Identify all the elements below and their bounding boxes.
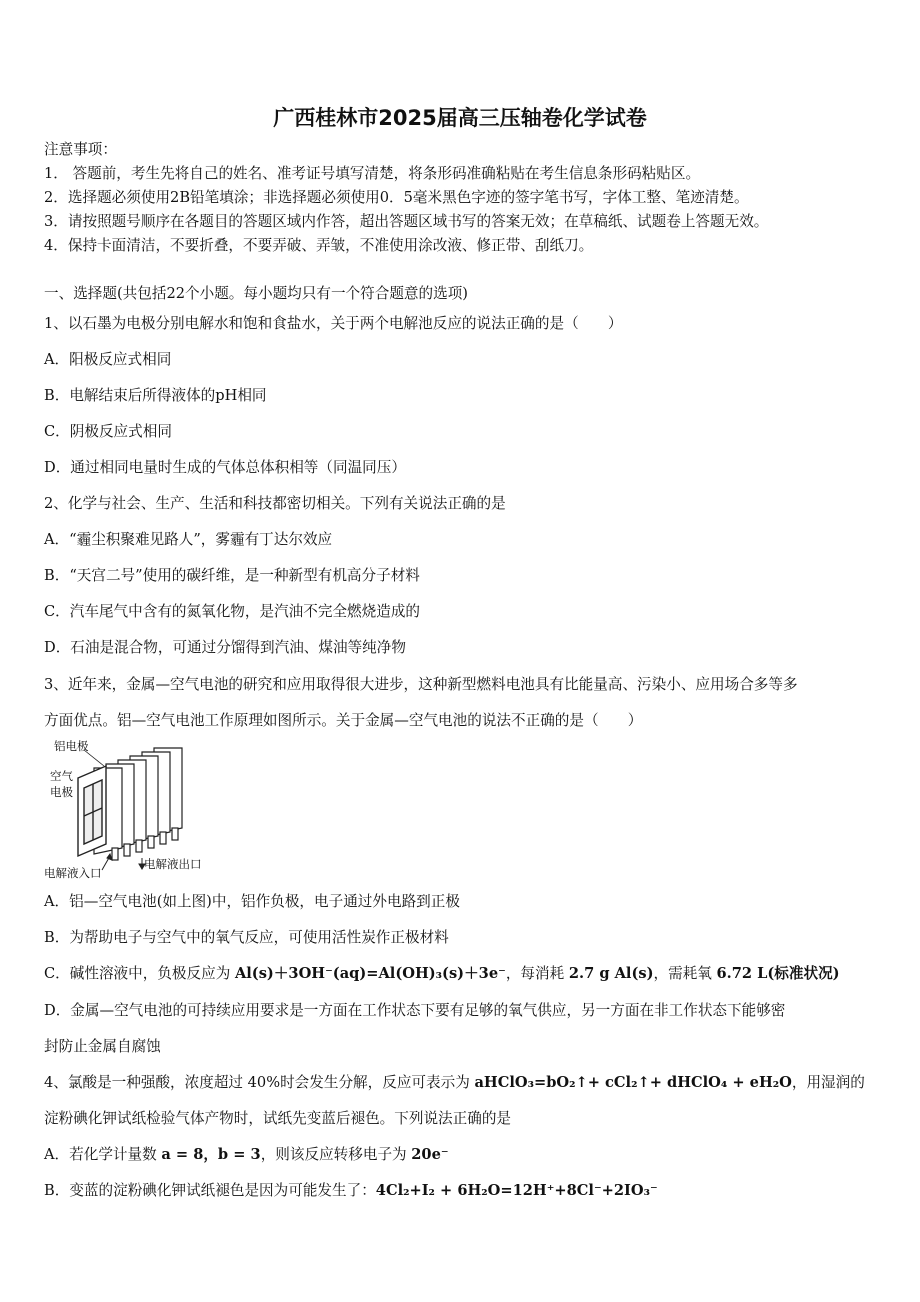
q3-option-c bbox=[44, 964, 840, 984]
notice-heading: 注意事项： bbox=[44, 141, 117, 158]
q3-option-c-formula: Al(s)＋3OH⁻(aq)=Al(OH)₃(s)＋3e⁻ bbox=[234, 965, 506, 982]
q3-option-c-prefix: C．碱性溶液中，负极反应为 bbox=[44, 965, 235, 982]
q4-option-b-prefix: B．变蓝的淀粉碘化钾试纸褪色是因为可能发生了： bbox=[44, 1182, 376, 1199]
q2-stem: 2、化学与社会、生产、生活和科技都密切相关。下列有关说法正确的是 bbox=[44, 495, 506, 512]
q4-option-a-values: a = 8，b = 3 bbox=[161, 1146, 261, 1163]
q3-option-d-line1: D．金属—空气电池的可持续应用要求是一方面在工作状态下要有足够的氧气供应，另一方面在非工作状态下能够密 bbox=[44, 1002, 786, 1019]
q2-option-d: D．石油是混合物，可通过分馏得到汽油、煤油等纯净物 bbox=[44, 639, 406, 656]
q4-stem-suffix: ，用湿润的 bbox=[791, 1074, 865, 1091]
figure-label-air-2: 电极 bbox=[50, 785, 73, 799]
q4-option-a-mid: ，则该反应转移电子为 bbox=[260, 1146, 412, 1163]
notice-item-2: 2．选择题必须使用2B铅笔填涂；非选择题必须使用0．5毫米黑色字迹的签字笔书写，字体工整、笔迹清楚。 bbox=[44, 189, 749, 206]
q2-option-b: B．“天宫二号”使用的碳纤维，是一种新型有机高分子材料 bbox=[44, 567, 420, 584]
q4-option-a bbox=[44, 1145, 449, 1165]
q4-option-b-formula: 4Cl₂+I₂ + 6H₂O=12H⁺+8Cl⁻+2IO₃⁻ bbox=[375, 1182, 658, 1199]
figure-label-air-1: 空气 bbox=[50, 769, 73, 783]
q2-option-c: C．汽车尾气中含有的氮氧化物，是汽油不完全燃烧造成的 bbox=[44, 603, 421, 620]
q3-option-c-volume: 6.72 L(标准状况) bbox=[716, 965, 840, 982]
aluminum-air-battery-figure bbox=[44, 736, 219, 881]
q1-stem: 1、以石墨为电极分别电解水和饱和食盐水，关于两个电解池反应的说法正确的是（ ） bbox=[44, 315, 623, 332]
q4-stem-line2: 淀粉碘化钾试纸检验气体产物时，试纸先变蓝后褪色。下列说法正确的是 bbox=[44, 1110, 512, 1127]
q1-option-b: B．电解结束后所得液体的pH相同 bbox=[44, 387, 267, 404]
figure-label-electrolyte-inlet: 电解液入口 bbox=[44, 866, 102, 880]
notice-item-3: 3．请按照题号顺序在各题目的答题区域内作答，超出答题区域书写的答案无效；在草稿纸、试题卷上答题无效。 bbox=[44, 213, 769, 230]
q3-option-d-line2: 封防止金属自腐蚀 bbox=[44, 1038, 161, 1055]
q3-option-b: B．为帮助电子与空气中的氧气反应，可使用活性炭作正极材料 bbox=[44, 929, 449, 946]
section-heading: 一、选择题(共包括22个小题。每小题均只有一个符合题意的选项) bbox=[44, 285, 468, 302]
q4-stem-formula: aHClO₃=bO₂↑+ cCl₂↑+ dHClO₄ + eH₂O bbox=[474, 1074, 792, 1091]
notice-item-1: 1． 答题前，考生先将自己的姓名、准考证号填写清楚，将条形码准确粘贴在考生信息条形码粘贴区。 bbox=[44, 165, 701, 182]
page-title: 广西桂林市2025届高三压轴卷化学试卷 bbox=[273, 106, 647, 130]
q4-stem-line1 bbox=[44, 1073, 865, 1093]
q4-option-a-electrons: 20e⁻ bbox=[411, 1146, 449, 1163]
q3-option-c-amount: 2.7 g Al(s) bbox=[568, 965, 654, 982]
q3-option-c-mid2: ，需耗氧 bbox=[653, 965, 717, 982]
q4-option-a-prefix: A．若化学计量数 bbox=[44, 1146, 162, 1163]
q3-option-a: A．铝—空气电池(如上图)中，铝作负极，电子通过外电路到正极 bbox=[44, 893, 460, 910]
notice-item-4: 4．保持卡面清洁，不要折叠，不要弄破、弄皱，不准使用涂改液、修正带、刮纸刀。 bbox=[44, 237, 594, 254]
q3-option-c-mid: ，每消耗 bbox=[505, 965, 569, 982]
figure-label-electrolyte-outlet: 电解液出口 bbox=[144, 857, 202, 871]
q1-option-d: D．通过相同电量时生成的气体总体积相等（同温同压） bbox=[44, 459, 406, 476]
q1-option-c: C．阴极反应式相同 bbox=[44, 423, 172, 440]
q3-stem-line1: 3、近年来，金属—空气电池的研究和应用取得很大进步，这种新型燃料电池具有比能量高、污染小、应用场合多等多 bbox=[44, 676, 798, 693]
q4-option-b bbox=[44, 1181, 658, 1201]
q2-option-a: A．“霾尘积聚难见路人”，雾霾有丁达尔效应 bbox=[44, 531, 333, 548]
figure-label-aluminum-electrode: 铝电极 bbox=[54, 739, 89, 753]
q1-option-a: A．阳极反应式相同 bbox=[44, 351, 172, 368]
q4-stem-prefix: 4、氯酸是一种强酸，浓度超过 40%时会发生分解，反应可表示为 bbox=[44, 1074, 475, 1091]
q3-stem-line2: 方面优点。铝—空气电池工作原理如图所示。关于金属—空气电池的说法不正确的是（ ） bbox=[44, 712, 643, 729]
